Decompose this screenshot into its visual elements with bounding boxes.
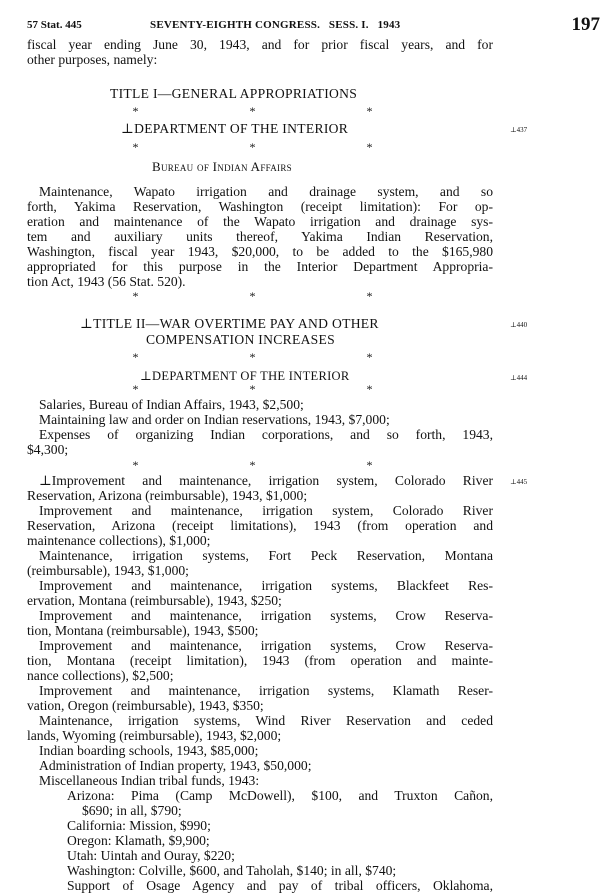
intro-line: other purposes, namely: [27,52,158,67]
appropriation-item: lands, Wyoming (reimbursable), 1943, $2,000; [27,728,282,743]
department-heading: ⊥DEPARTMENT OF THE INTERIOR [140,369,350,383]
ellipsis-stars: * * * [132,104,373,118]
ellipsis-stars: * * * [132,140,373,154]
intro-line: fiscal year ending June 30, 1943, and for prior fiscal years, and for [27,37,493,52]
appropriation-item: Improvement and maintenance, irrigation system, Colorado River [39,503,493,518]
margin-note: ⊥440 [510,321,528,329]
ellipsis-stars: * * * [132,382,373,396]
tribal-fund-item: Oregon: Klamath, $9,900; [67,833,210,848]
margin-note: ⊥445 [510,478,528,486]
appropriation-item: ⊥Improvement and maintenance, irrigation system, Colorado River [39,473,493,488]
tribal-fund-item: Utah: Uintah and Ouray, $220; [67,848,235,863]
paragraph-line: tem and auxiliary units thereof, Yakima Indian Reservation, [27,229,493,244]
appropriation-item: Salaries, Bureau of Indian Affairs, 1943, $2,500; [39,397,304,412]
tribal-fund-item: Washington: Colville, $600, and Taholah, $140; in all, $740; [67,863,397,878]
paragraph-line: Washington, fiscal year 1943, $20,000, to be added to the $165,980 [27,244,493,259]
tribal-fund-item: Support of Osage Agency and pay of tribal officers, Oklahoma, [67,878,493,893]
appropriation-item: maintenance collections), $1,000; [27,533,211,548]
tribal-fund-item: $690; in all, $790; [82,803,182,818]
paragraph-line: eration and maintenance of the Wapato irrigation and drainage sys- [27,214,493,229]
appropriation-item: Expenses of organizing Indian corporations, and so forth, 1943, [39,427,493,442]
statute-citation: 57 Stat. 445 [27,19,82,31]
paragraph-line: Maintenance, Wapato irrigation and drainage system, and so [39,184,493,199]
appropriation-item: tion, Montana (receipt limitation), 1943 (from operation and mainte- [27,653,493,668]
appropriation-item: Improvement and maintenance, irrigation systems, Klamath Reser- [39,683,493,698]
paragraph-line: appropriated for this purpose in the Interior Department Appropria- [27,259,493,274]
appropriation-item: (reimbursable), 1943, $1,000; [27,563,189,578]
appropriation-item: Maintenance, irrigation systems, Wind River Reservation and ceded [39,713,493,728]
appropriation-item: Miscellaneous Indian tribal funds, 1943: [39,773,260,788]
paragraph-line: forth, Yakima Reservation, Washington (receipt limitation): For op- [27,199,493,214]
appropriation-item: Improvement and maintenance, irrigation systems, Crow Reserva- [39,638,493,653]
page-number: 197 [571,14,600,35]
department-heading: ⊥DEPARTMENT OF THE INTERIOR [121,121,349,136]
bureau-heading: Bureau of Indian Affairs [152,159,292,174]
appropriation-item: $4,300; [27,442,69,457]
appropriation-item: ervation, Montana (reimbursable), 1943, $250; [27,593,282,608]
title-heading: TITLE I—GENERAL APPROPRIATIONS [110,86,358,101]
title-heading: COMPENSATION INCREASES [146,332,336,347]
ellipsis-stars: * * * [132,289,373,303]
appropriation-item: Improvement and maintenance, irrigation systems, Crow Reserva- [39,608,493,623]
appropriation-item: Reservation, Arizona (receipt limitations), 1943 (from operation and [27,518,493,533]
appropriation-item: Maintenance, irrigation systems, Fort Peck Reservation, Montana [39,548,493,563]
appropriation-item: tion, Montana (reimbursable), 1943, $500; [27,623,259,638]
title-heading: ⊥TITLE II—WAR OVERTIME PAY AND OTHER [80,316,379,331]
appropriation-item: Maintaining law and order on Indian reservations, 1943, $7,000; [39,412,390,427]
tribal-fund-item: California: Mission, $990; [67,818,211,833]
margin-note: ⊥444 [510,374,528,382]
appropriation-item: nance collections), $2,500; [27,668,174,683]
appropriation-item: Improvement and maintenance, irrigation systems, Blackfeet Res- [39,578,493,593]
margin-note: ⊥437 [510,126,528,134]
paragraph-line: tion Act, 1943 (56 Stat. 520). [27,274,186,289]
running-header: SEVENTY-EIGHTH CONGRESS. SESS. I. 1943 [150,19,401,31]
appropriation-item: vation, Oregon (reimbursable), 1943, $350; [27,698,264,713]
appropriation-item: Administration of Indian property, 1943, $50,000; [39,758,312,773]
ellipsis-stars: * * * [132,350,373,364]
ellipsis-stars: * * * [132,458,373,472]
appropriation-item: Reservation, Arizona (reimbursable), 1943, $1,000; [27,488,308,503]
tribal-fund-item: Arizona: Pima (Camp McDowell), $100, and Truxton Cañon, [67,788,493,803]
appropriation-item: Indian boarding schools, 1943, $85,000; [39,743,259,758]
